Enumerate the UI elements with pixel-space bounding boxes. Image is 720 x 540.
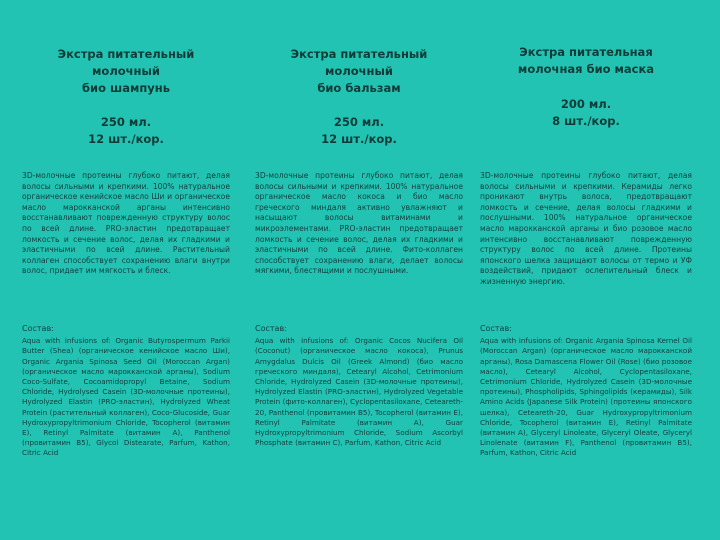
product-packaging <box>255 114 463 148</box>
composition-text: Aqua with infusions of: Organic Butyrospermum Parkii Butter (Shea) (органическое кенийское масло Ши), Organic Argania Spinosa Seed Oil (Moroccan Argan) (органическое масло марокканской арганы), Sodium Coco-Sulfate, Cocoamidopropyl Betaine, Sodium Chloride, Hydrolysed Casein (3D-молочные протеины), Hydrolyzed Elastin (PRO-эластин), Hydrolyzed Wheat Protein (растительный коллаген), Coco-Glucoside, Guar Hydroxypropyltrimonium Chloride, Tocopherol (витамин E), Retinyl Palmitate (витамин A), Panthenol (провитамин B5), Glycol Distearate, Parfum, Kathon, Citric Acid <box>22 336 230 458</box>
product-pack: 8 шт./кор. <box>552 114 620 128</box>
composition-label: Состав: <box>22 324 54 333</box>
title-line: био шампунь <box>81 81 171 95</box>
product-description: 3D-молочные протеины глубоко питают, делая волосы сильными и крепкими. 100% натуральное органическое кенийское масло Ши и органическое масло марокканской арганы интенсивно восстанавливают поврежденную структуру волос по всей длине. PRO-эластин предотвращает ломкость и сечение волос, делая их гладкими и эластичными по всей длине. Растительный коллаген способствует сохранению влаги внутри волос, придает им мягкость и блеск. <box>22 171 230 276</box>
product-title <box>255 46 463 97</box>
composition-label: Состав: <box>255 324 287 333</box>
product-volume: 200 мл. <box>560 97 612 111</box>
title-line: Экстра питательная <box>519 45 653 59</box>
composition-text: Aqua with infusions of: Organic Argania Spinosa Kernel Oil (Moroccan Argan) (органическое масло марокканской арганы), Rosa Damascena Flower Oil (Rose) (био розовое масло), Cetearyl Alcohol, Cyclopentasiloxane, Cetrimonium Chloride, Hydrolyzed Casein (3D-молочные протеины), Phospholipids, Sphingolipids (керамиды), Silk Amino Acids (Japanese Silk Protein) (протеины японского шелка), Ceteareth-20, Guar Hydroxypropyltrimonium Chloride, Tocopherol (витамин E), Retinyl Palmitate (витамин A), Glyceryl Linoleate, Glyceryl Oleate, Glyceryl Linolenate (витамин F), Panthenol (провитамин B5), Parfum, Kathon, Citric Acid <box>480 336 692 458</box>
product-description: 3D-молочные протеины глубоко питают, делая волосы сильными и крепкими. 100% натуральное органическое масло кокоса и био масло греческого миндаля активно увлажняют и насыщают волосы витаминами и микроэлементами. PRO-эластин предотвращает ломкость и сечение волос, делая их гладкими и эластичными по всей длине. Фито-коллаген способствует сохранению влаги, делает волосы мягкими, блестящими и послушными. <box>255 171 463 276</box>
composition-text: Aqua with infusions of: Organic Cocos Nucifera Oil (Coconut) (органическое масло кокоса), Prunus Amygdalus Dulcis Oil (Greek Almond) (био масло греческого миндаля), Cetearyl Alcohol, Cetrimonium Chloride, Hydrolyzed Casein (3D-молочные протеины), Hydrolyzed Elastin (PRO-эластин), Hydrolyzed Vegetable Protein (фито-коллаген), Cyclopentasiloxane, Ceteareth-20, Panthenol (провитамин B5), Tocopherol (витамин E), Retinyl Palmitate (витамин A), Guar Hydroxypropyltrimonium Chloride, Sodium Ascorbyl Phosphate (витамин C), Parfum, Kathon, Citric Acid <box>255 336 463 448</box>
title-line: Экстра питательный <box>290 47 428 61</box>
product-packaging <box>480 96 692 130</box>
title-line: Экстра питательный <box>57 47 195 61</box>
title-line: био бальзам <box>317 81 401 95</box>
title-line: молочная био маска <box>517 62 655 76</box>
product-title <box>480 44 692 78</box>
product-composition <box>22 324 230 459</box>
product-packaging <box>22 114 230 148</box>
product-composition <box>255 324 463 448</box>
title-line: молочный <box>325 64 393 78</box>
product-volume: 250 мл. <box>333 115 385 129</box>
product-title <box>22 46 230 97</box>
product-description: 3D-молочные протеины глубоко питают, делая волосы сильными и крепкими. Керамиды легко проникают внутрь волоса, предотвращают ломкость и сечение, делая волосы гладкими и послушными. 100% натуральное органическое масло марокканской арганы и био розовое масло интенсивно восстанавливают поврежденную структуру волос по всей длине. Протеины японского шелка защищают волосы от термо и УФ воздействий, придают ослепительный блеск и жизненную энергию. <box>480 171 692 286</box>
composition-label: Состав: <box>480 324 512 333</box>
product-volume: 250 мл. <box>100 115 152 129</box>
title-line: молочный <box>92 64 160 78</box>
product-pack: 12 шт./кор. <box>88 132 164 146</box>
product-composition <box>480 324 692 459</box>
product-pack: 12 шт./кор. <box>321 132 397 146</box>
